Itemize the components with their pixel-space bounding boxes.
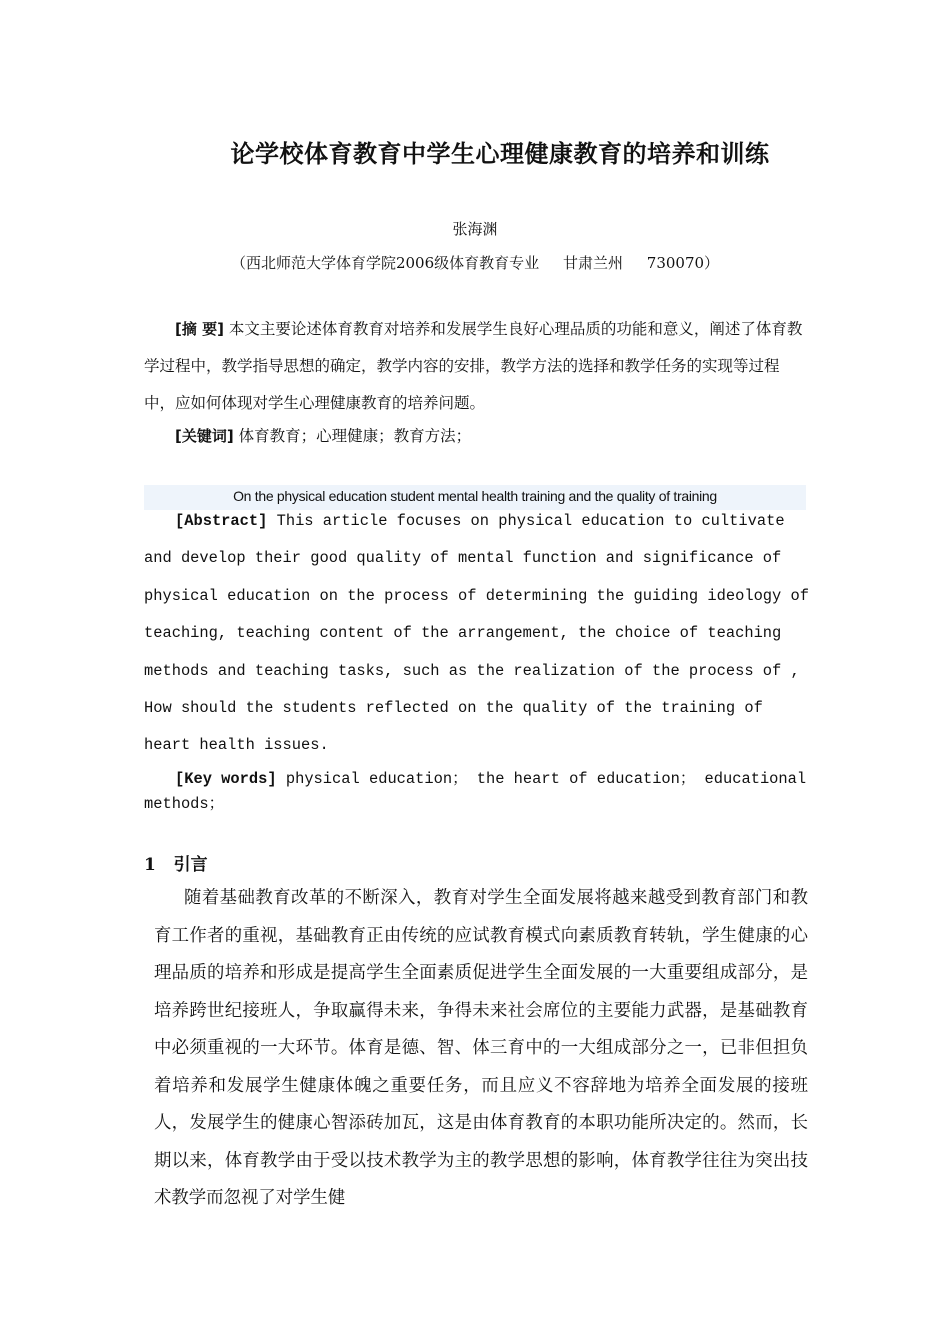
section-heading-introduction: 1 引言 [144, 855, 208, 875]
chinese-abstract-text: 本文主要论述体育教育对培养和发展学生良好心理品质的功能和意义，阐述了体育教学过程中，教学指导思想的确定，教学内容的安排，教学方法的选择和教学任务的实现等过程中，应如何体现对学生心理健康教育的培养问题。 [144, 320, 803, 412]
author-affiliation: （西北师范大学体育学院2006级体育教育专业 甘肃兰州 730070） [230, 254, 720, 272]
chinese-keywords [144, 418, 806, 455]
english-abstract-label: [Abstract] [175, 512, 268, 530]
english-abstract [144, 503, 814, 765]
introduction-paragraph: 随着基础教育改革的不断深入，教育对学生全面发展将越来越受到教育部门和教育工作者的重视，基础教育正由传统的应试教育模式向素质教育转轨，学生健康的心理品质的培养和形成是提高学生全面素质促进学生全面发展的一大重要组成部分，是培养跨世纪接班人，争取赢得未来，争得未来社会席位的主要能力武器，是基础教育中必须重视的一大环节。体育是德、智、体三育中的一大组成部分之一，已非但担负着培养和发展学生健康体魄之重要任务，而且应义不容辞地为培养全面发展的接班人，发展学生的健康心智添砖加瓦，这是由体育教育的本职功能所决定的。然而，长期以来，体育教学由于受以技术教学为主的教学思想的影响，体育教学往往为突出技术教学而忽视了对学生健 [154, 888, 808, 1208]
author-name: 张海渊 [452, 220, 498, 238]
chinese-abstract-label: [摘 要] [175, 320, 224, 338]
english-title: On the physical education student mental health training and the quality of training [233, 488, 717, 504]
chinese-abstract [144, 311, 806, 422]
english-keywords-label: [Key words] [175, 770, 277, 788]
paper-title: 论学校体育教育中学生心理健康教育的培养和训练 [230, 140, 770, 168]
english-keywords-text: physical education； the heart of education； educational methods； [144, 770, 807, 813]
chinese-keywords-text: 体育教育；心理健康；教育方法； [233, 427, 472, 445]
chinese-keywords-label: [关键词] [175, 427, 234, 445]
english-keywords [144, 767, 814, 817]
english-abstract-text: This article focuses on physical education to cultivate and develop their good quality of mental function and significance of physical education on the process of determining the guiding ideology of teaching, teaching content of the arrangement, the choice of teaching methods and teaching tasks, such as the realization of the process of , How should the students reflected on the quality of the training of heart health issues. [144, 512, 809, 755]
